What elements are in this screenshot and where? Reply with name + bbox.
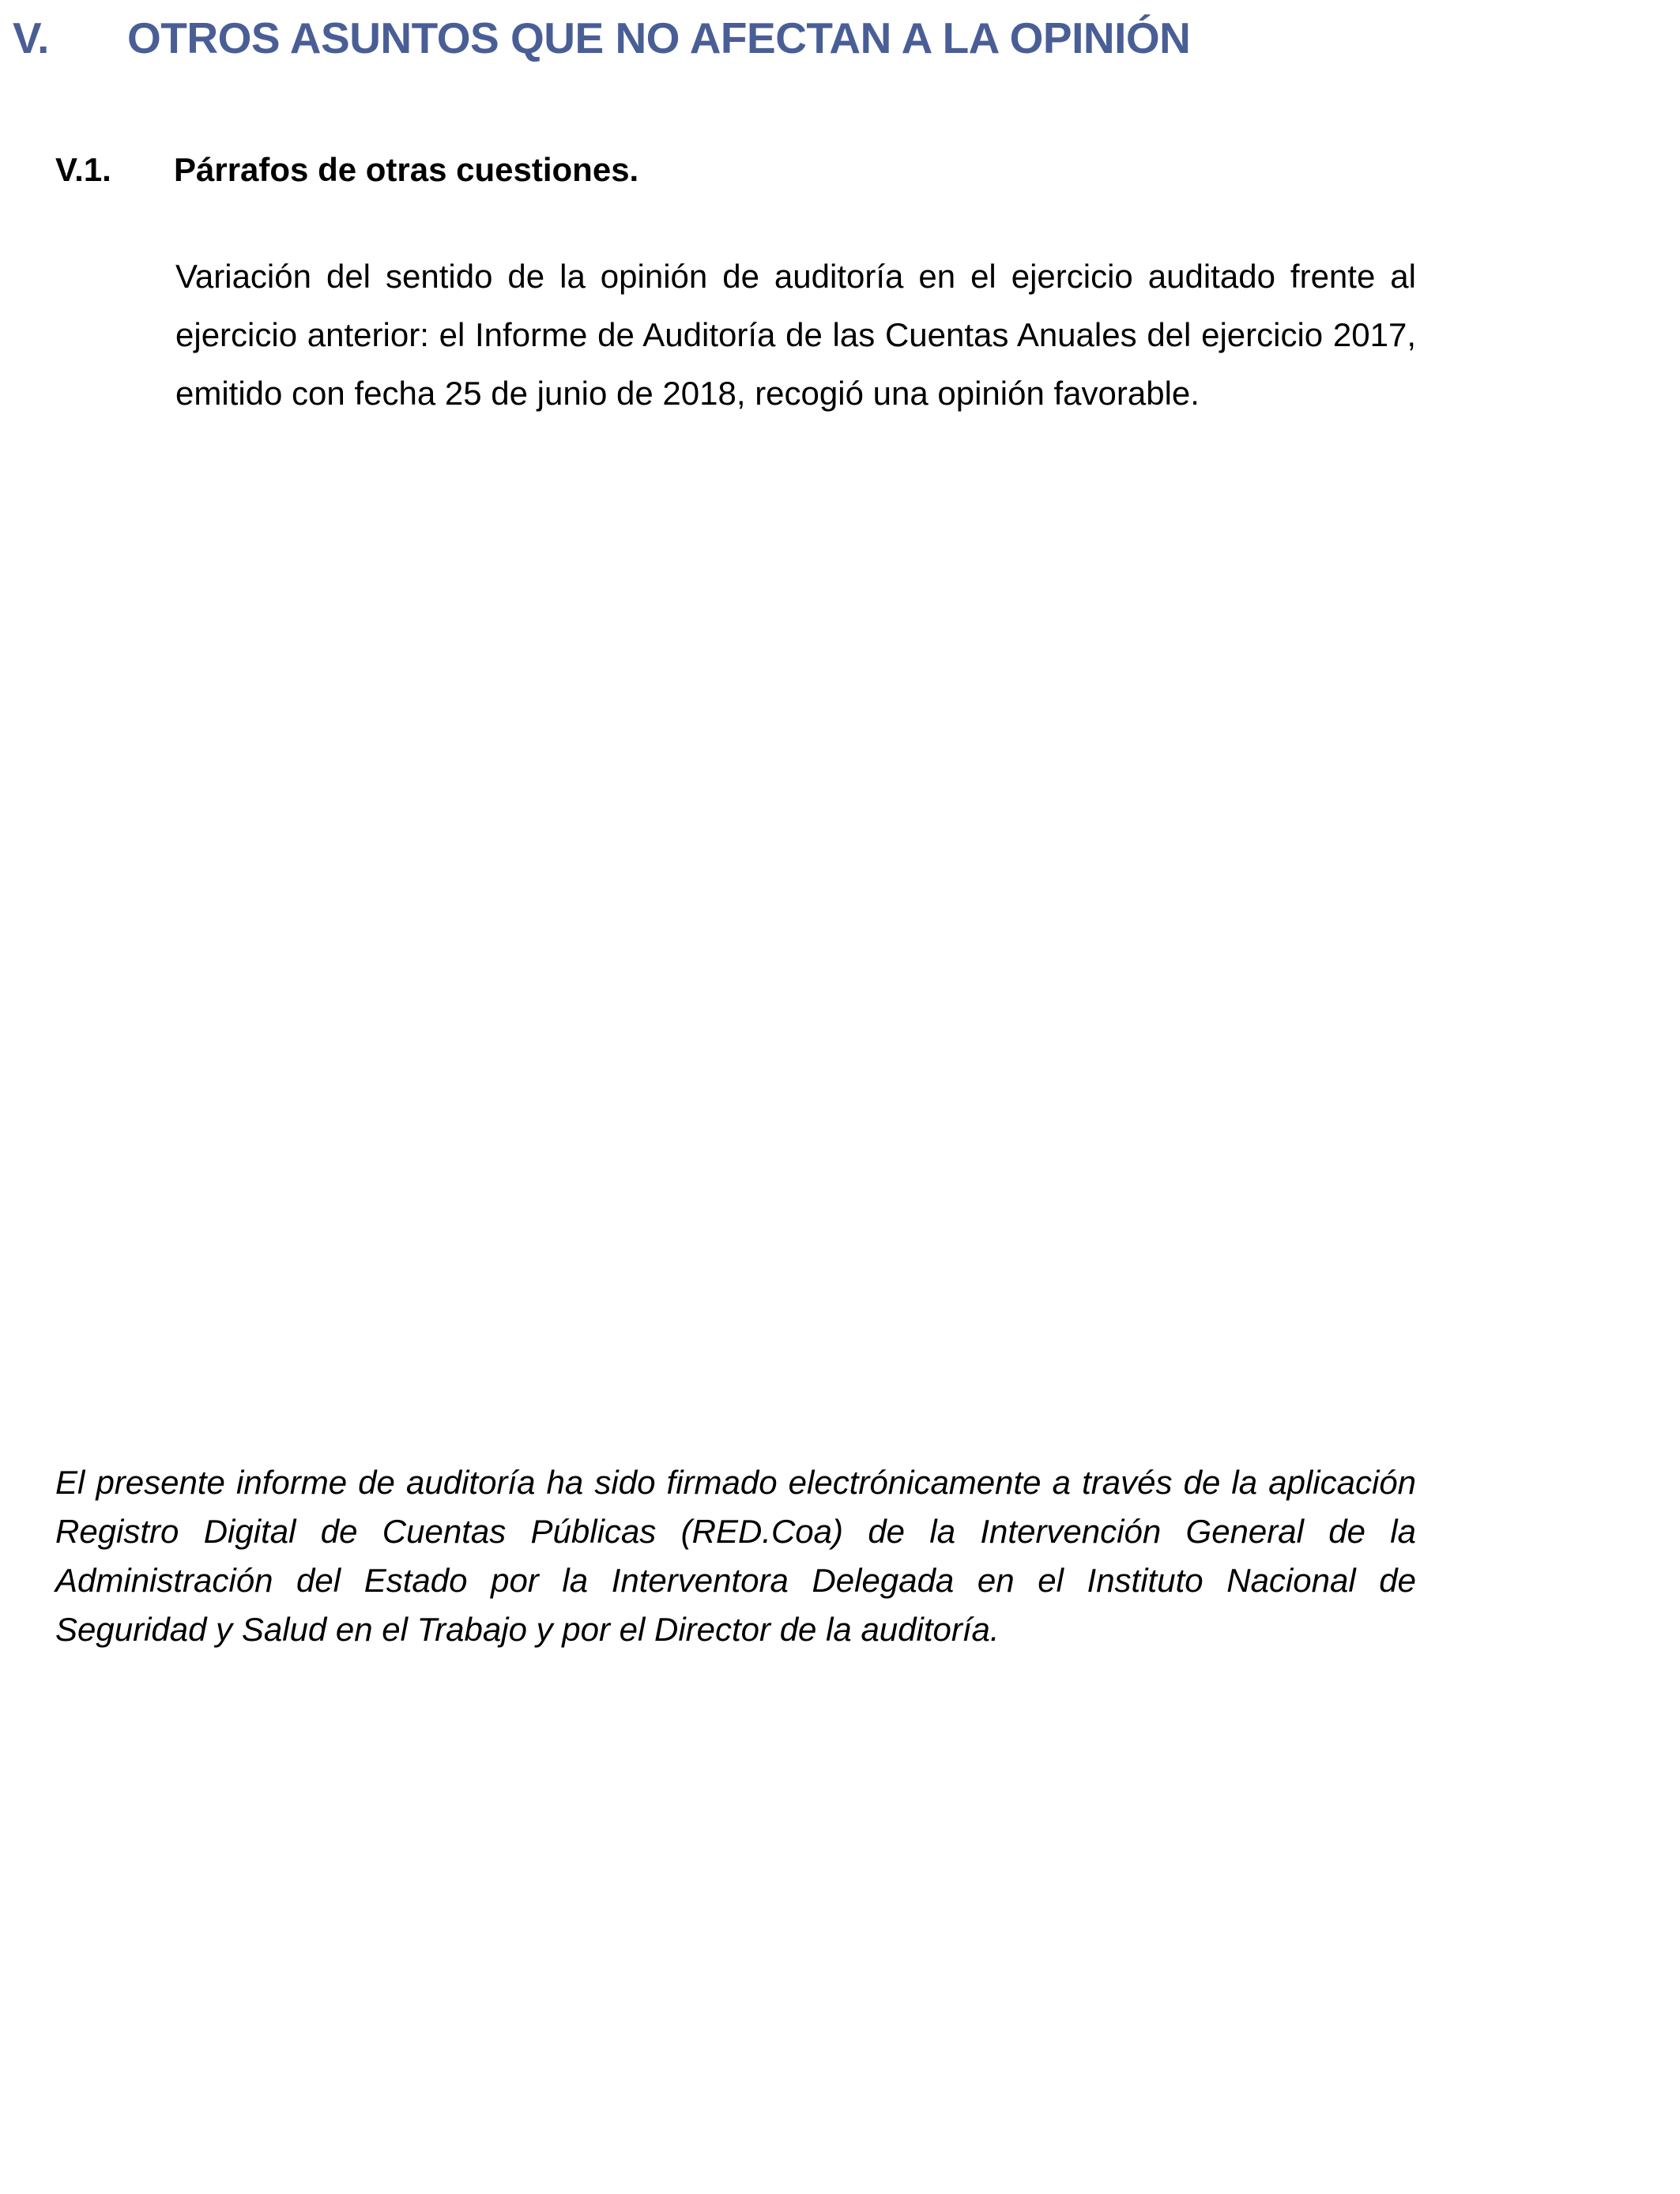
section-number: V. [13,13,49,62]
body-paragraph: Variación del sentido de la opinión de auditoría en el ejercicio auditado frente al ejercicio anterior: el Informe de Auditoría de las Cuentas Anuales del ejercicio 2017, emitido con fecha 25 de junio de 2018, recogió una opinión favorable. [175,258,1416,412]
subsection-title: Párrafos de otras cuestiones. [174,151,639,188]
subsection-number: V.1. [55,151,111,188]
section-heading [13,6,1514,70]
subsection-heading [55,146,1399,194]
signature-note: El presente informe de auditoría ha sido firmado electrónicamente a través de la aplicación Registro Digital de Cuentas Públicas (RED.Coa) de la Intervención General de la Administración del Estado por la Interventora Delegada en el Instituto Nacional de Seguridad y Salud en el Trabajo y por el Director de la auditoría. [55,1464,1416,1648]
section-title: OTROS ASUNTOS QUE NO AFECTAN A LA OPINIÓN [127,13,1191,62]
